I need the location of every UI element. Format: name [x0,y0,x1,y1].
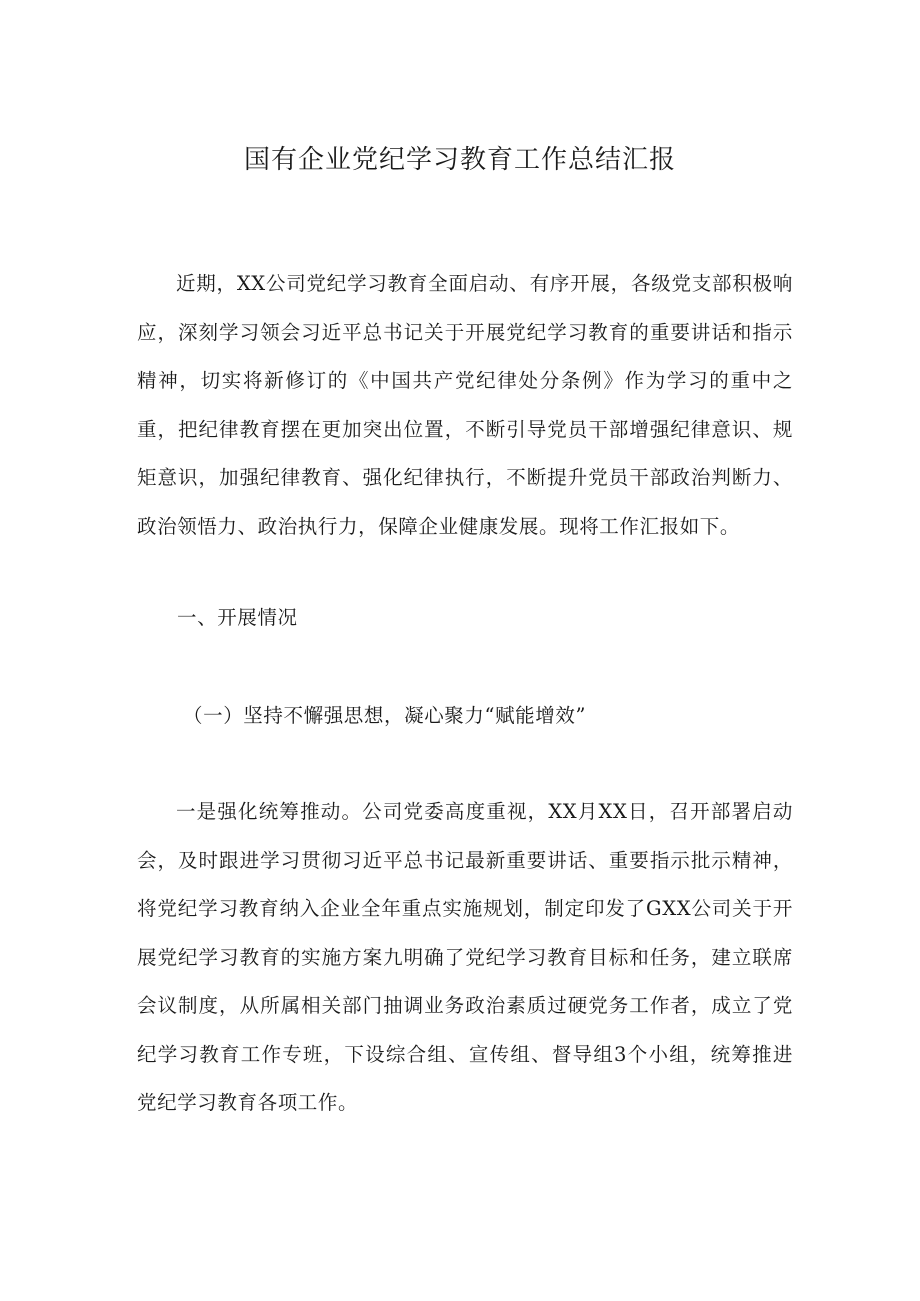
document-title: 国有企业党纪学习教育工作总结汇报 [243,145,676,175]
body-paragraph: 一是强化统筹推动。公司党委高度重视，XX月XX日，召开部署启动会，及时跟进学习贯彻习近平总书记最新重要讲话、重要指示批示精神，将党纪学习教育纳入企业全年重点实施规划，制定印发了GXX公司关于开展党纪学习教育的实施方案九明确了党纪学习教育目标和任务，建立联席会议制度，从所属相关部门抽调业务政治素质过硬党务工作者，成立了党纪学习教育工作专班，下设综合组、宣传组、督导组3个小组，统筹推进党纪学习教育各项工作。 [137,800,793,1114]
section-heading: 一、开展情况 [177,606,298,629]
intro-paragraph: 近期，XX公司党纪学习教育全面启动、有序开展，各级党支部积极响应，深刻学习领会习近平总书记关于开展党纪学习教育的重要讲话和指示精神，切实将新修订的《中国共产党纪律处分条例》作为学习的重中之重，把纪律教育摆在更加突出位置，不断引导党员干部增强纪律意识、规矩意识，加强纪律教育、强化纪律执行，不断提升党员干部政治判断力、政治领悟力、政治执行力，保障企业健康发展。现将工作汇报如下。 [137,272,793,538]
subsection-heading: （一）坚持不懈强思想，凝心聚力“赋能增效” [183,704,587,727]
